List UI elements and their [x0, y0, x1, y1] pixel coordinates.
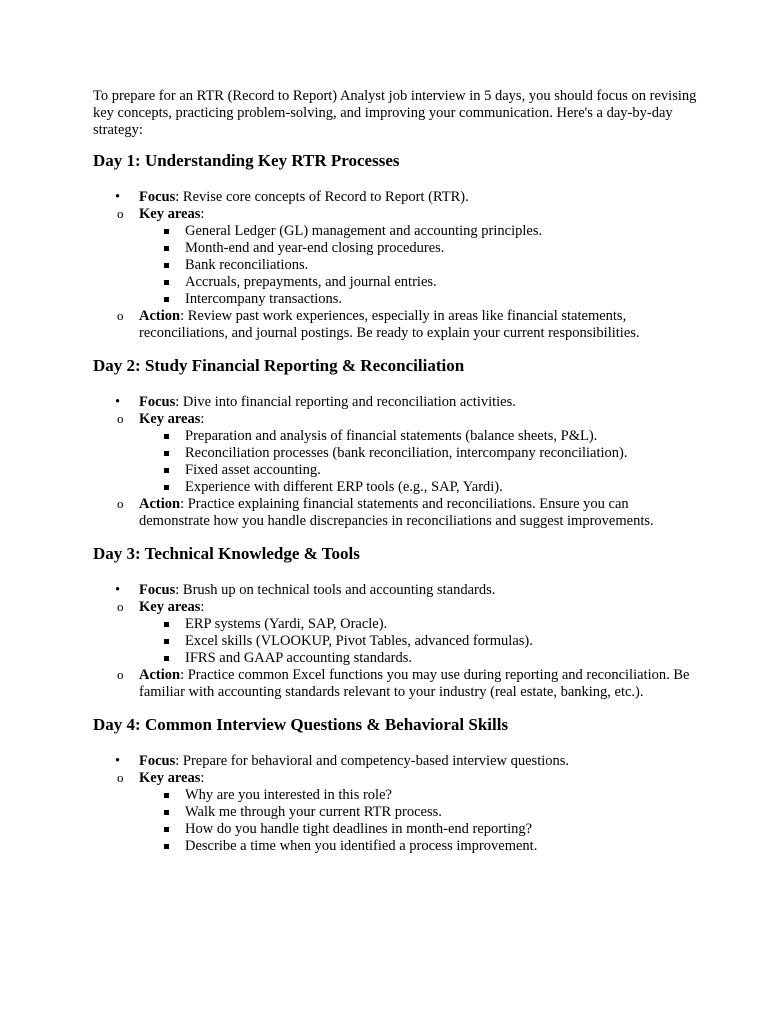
action-text: : Practice explaining financial statements and reconciliations. Ensure you can demonstrate how you handle discrepancies in reconciliations and suggest improvements.: [139, 496, 654, 529]
list-item: Intercompany transactions.: [185, 291, 698, 308]
key-areas-list: [139, 616, 698, 667]
list-item: Bank reconciliations.: [185, 257, 698, 274]
key-areas-item: o Key areas: General Ledger (GL) management and accounting principles. Month-end and year-end closing procedures. Bank reconciliations. Accruals, prepayments, and journal entries. Intercompany transactions.: [139, 206, 698, 308]
action-text: : Review past work experiences, especially in areas like financial statements, reconciliations, and journal postings. Be ready to explain your current responsibilities.: [139, 308, 640, 341]
day-4-heading: Day 4: Common Interview Questions & Behavioral Skills: [93, 715, 509, 734]
day-1-list: [93, 189, 698, 342]
key-areas-list: [139, 787, 698, 855]
list-item: General Ledger (GL) management and accounting principles.: [185, 223, 698, 240]
focus-label: Focus: [139, 189, 176, 205]
key-areas-label: Key areas: [139, 411, 201, 427]
list-item: Experience with different ERP tools (e.g., SAP, Yardi).: [185, 479, 698, 496]
key-areas-list: [139, 223, 698, 308]
list-item: IFRS and GAAP accounting standards.: [185, 650, 698, 667]
day-1-section: [93, 151, 698, 342]
list-item: Month-end and year-end closing procedures.: [185, 240, 698, 257]
list-item: Excel skills (VLOOKUP, Pivot Tables, advanced formulas).: [185, 633, 698, 650]
key-areas-label: Key areas: [139, 206, 201, 222]
list-item: How do you handle tight deadlines in month-end reporting?: [185, 821, 698, 838]
focus-text: : Revise core concepts of Record to Report (RTR).: [175, 189, 469, 205]
key-areas-label: Key areas: [139, 770, 201, 786]
list-item: Preparation and analysis of financial statements (balance sheets, P&L).: [185, 428, 698, 445]
action-label: Action: [139, 667, 181, 683]
focus-label: Focus: [139, 753, 176, 769]
action-label: Action: [139, 496, 181, 512]
focus-sublist: [139, 206, 698, 342]
key-areas-item: o Key areas: Preparation and analysis of financial statements (balance sheets, P&L). Reconciliation processes (bank reconciliation, intercompany reconciliation). Fixed asset accounting. Experience with different ERP tools (e.g., SAP, Yardi).: [139, 411, 698, 496]
action-text: : Practice common Excel functions you may use during reporting and reconciliation. Be familiar with accounting standards relevant to your industry (real estate, banking, etc.).: [139, 667, 690, 700]
list-item: Reconciliation processes (bank reconciliation, intercompany reconciliation).: [185, 445, 698, 462]
list-item: Walk me through your current RTR process.: [185, 804, 698, 821]
action-label: Action: [139, 308, 181, 324]
key-areas-list: [139, 428, 698, 496]
focus-text: : Prepare for behavioral and competency-based interview questions.: [175, 753, 570, 769]
focus-text: : Brush up on technical tools and accounting standards.: [175, 582, 496, 598]
day-3-heading: Day 3: Technical Knowledge & Tools: [93, 544, 360, 563]
day-2-list: [93, 394, 698, 530]
focus-item: [93, 189, 698, 342]
action-item: [139, 496, 698, 530]
intro-paragraph: To prepare for an RTR (Record to Report) Analyst job interview in 5 days, you should focus on revising key concepts, practicing problem-solving, and improving your communication. Here's a day-by-day strategy:: [93, 88, 697, 138]
list-item: Accruals, prepayments, and journal entries.: [185, 274, 698, 291]
focus-sublist: [139, 770, 698, 855]
key-areas-item: o Key areas: Why are you interested in this role? Walk me through your current RTR process. How do you handle tight deadlines in month-end reporting? Describe a time when you identified a process improvement.: [139, 770, 698, 855]
list-item: Why are you interested in this role?: [185, 787, 698, 804]
focus-item: [93, 753, 698, 855]
day-4-section: [93, 715, 698, 855]
day-1-heading: Day 1: Understanding Key RTR Processes: [93, 151, 400, 170]
day-3-list: [93, 582, 698, 701]
key-areas-item: o Key areas: ERP systems (Yardi, SAP, Oracle). Excel skills (VLOOKUP, Pivot Tables, advanced formulas). IFRS and GAAP accounting standards.: [139, 599, 698, 667]
list-item: Fixed asset accounting.: [185, 462, 698, 479]
focus-label: Focus: [139, 582, 176, 598]
focus-text: : Dive into financial reporting and reconciliation activities.: [175, 394, 516, 410]
day-2-section: [93, 356, 698, 530]
key-areas-label: Key areas: [139, 599, 201, 615]
list-item: Describe a time when you identified a process improvement.: [185, 838, 698, 855]
list-item: ERP systems (Yardi, SAP, Oracle).: [185, 616, 698, 633]
focus-item: [93, 394, 698, 530]
day-4-list: [93, 753, 698, 855]
focus-label: Focus: [139, 394, 176, 410]
focus-item: [93, 582, 698, 701]
focus-sublist: [139, 599, 698, 701]
action-item: [139, 667, 698, 701]
day-2-heading: Day 2: Study Financial Reporting & Reconciliation: [93, 356, 465, 375]
focus-sublist: [139, 411, 698, 530]
day-3-section: [93, 544, 698, 701]
action-item: [139, 308, 698, 342]
